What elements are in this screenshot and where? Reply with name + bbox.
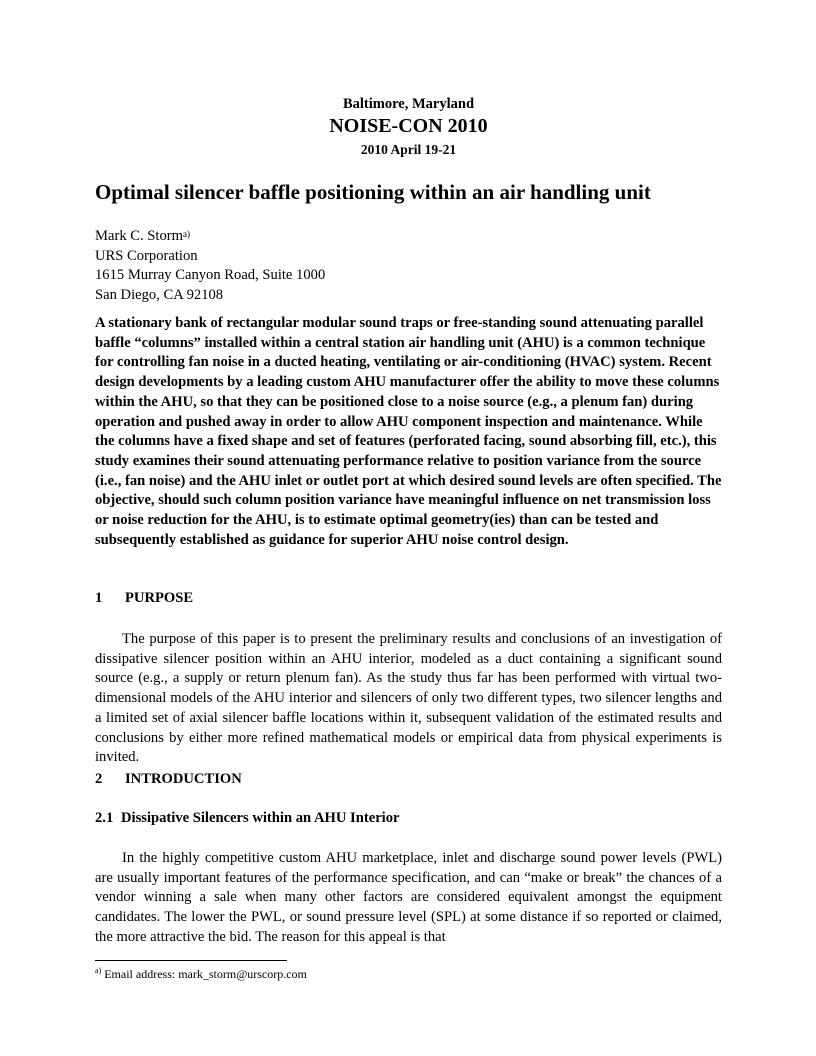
- affiliation-mark: a): [182, 229, 190, 239]
- abstract: A stationary bank of rectangular modular sound traps or free-standing sound attenuating parallel baffle “columns” installed within a central station air handling unit (AHU) is a common technique for controlling fan noise in a ducted heating, ventilating or air-conditioning (HVAC) system. Recent design developments by a leading custom AHU manufacturer offer the ability to move these columns within the AHU, so that they can be positioned close to a noise source (e.g., a plenum fan) during operation and pushed away in order to allow AHU component inspection and maintenance. While the columns have a fixed shape and set of features (perforated facing, sound absorbing fill, etc.), this study examines their sound attenuating performance relative to position variance from the source (i.e., fan noise) and the AHU inlet or outlet port at which desired sound levels are often specified. The objective, should such column position variance have meaningful influence on net transmission loss or noise reduction for the AHU, is to estimate optimal geometry(ies) than can be tested and subsequently established as guidance for superior AHU noise control design.: [95, 315, 722, 548]
- section-heading-introduction: [95, 771, 242, 788]
- subsection-number: 2.1: [95, 810, 114, 826]
- subsection-title: Dissipative Silencers within an AHU Interior: [121, 810, 400, 826]
- conference-dates: 2010 April 19-21: [360, 142, 457, 157]
- section-heading-purpose: [95, 590, 193, 607]
- author-organization: URS Corporation: [95, 247, 198, 264]
- section-title: INTRODUCTION: [125, 771, 242, 787]
- section-title: PURPOSE: [125, 590, 194, 606]
- purpose-paragraph: The purpose of this paper is to present the preliminary results and conclusions of an investigation of dissipative silencer position within an AHU interior, modeled as a duct containing a significant sound source (e.g., a supply or return plenum fan). As the study thus far has been performed with virtual two-dimensional models of the AHU interior and silencers of only two different types, two silencer lengths and a limited set of axial silencer baffle locations within it, subsequent validation of the estimated results and conclusions by either more refined mathematical models or empirical data from physical experiments is invited.: [95, 631, 722, 766]
- conference-name: NOISE-CON 2010: [329, 115, 488, 137]
- author-name: Mark C. Storm: [95, 228, 183, 244]
- footnote-rule: [95, 960, 287, 961]
- author-address-line1: 1615 Murray Canyon Road, Suite 1000: [95, 267, 326, 283]
- conference-location: Baltimore, Maryland: [342, 96, 475, 112]
- author-line: [95, 227, 325, 247]
- author-address-line2: San Diego, CA 92108: [95, 286, 224, 303]
- footnote: [95, 967, 307, 982]
- author-block: [95, 227, 325, 305]
- section-number: 2: [95, 771, 103, 787]
- section-number: 1: [95, 590, 103, 606]
- subsection-heading: [95, 810, 400, 827]
- paper-title: Optimal silencer baffle positioning within an air handling unit: [95, 180, 651, 204]
- footnote-text: Email address: mark_storm@urscorp.com: [104, 967, 307, 981]
- footnote-mark: a): [95, 966, 102, 975]
- introduction-paragraph: In the highly competitive custom AHU marketplace, inlet and discharge sound power levels (PWL) are usually important features of the performance specification, and can “make or break” the chances of a vendor winning a sale when many other factors are considered equivalent amongst the equipment candidates. The lower the PWL, or sound pressure level (SPL) at some distance if so reported or claimed, the more attractive the bid. The reason for this appeal is that: [95, 850, 722, 945]
